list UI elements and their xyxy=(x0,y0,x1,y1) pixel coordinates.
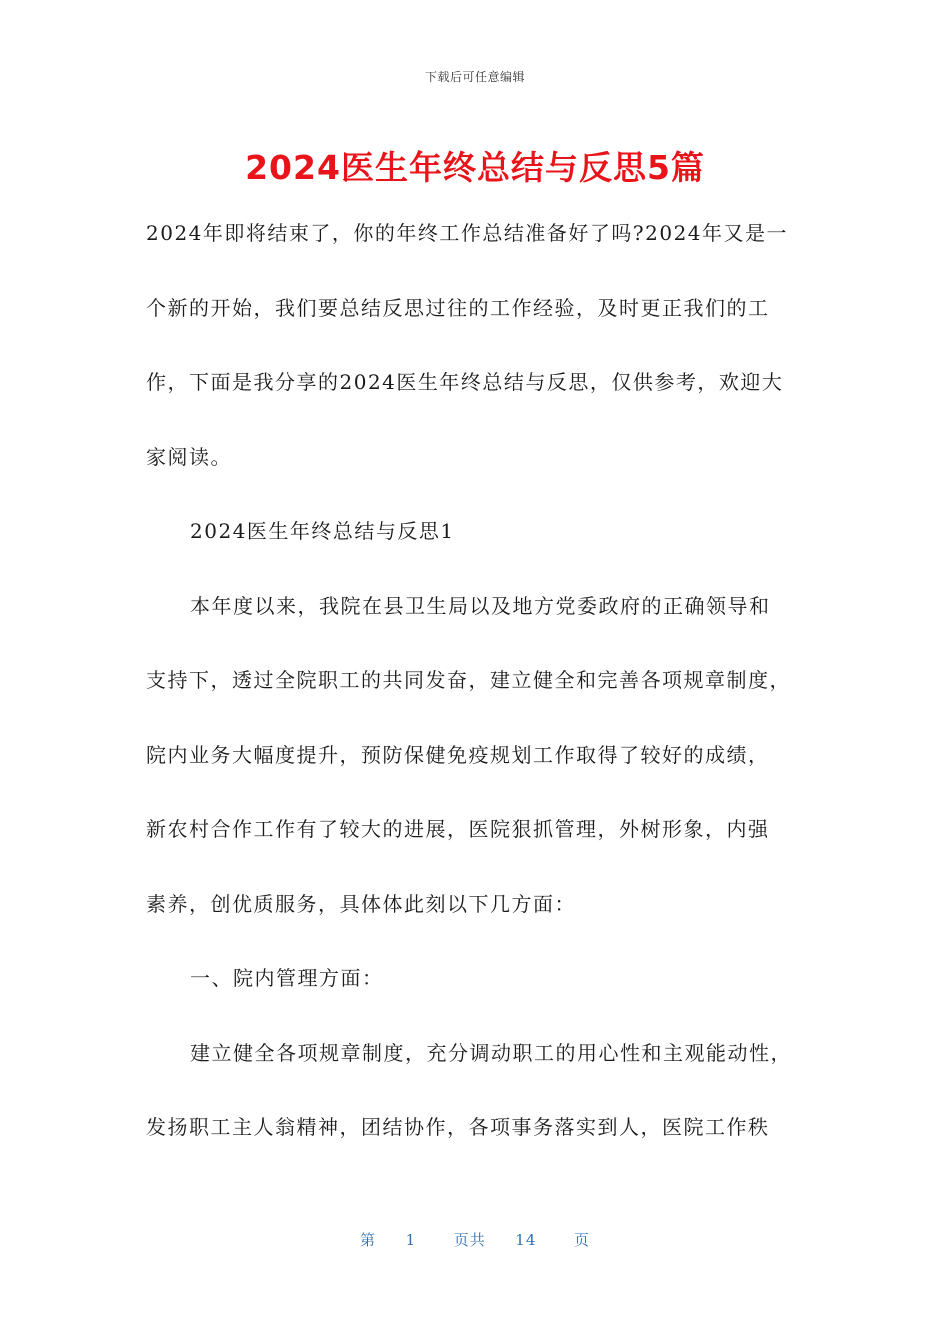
intro-line: 家阅读。 xyxy=(146,444,232,469)
intro-line: 个新的开始，我们要总结反思过往的工作经验，及时更正我们的工 xyxy=(146,295,770,320)
paragraph-line: 本年度以来，我院在县卫生局以及地方党委政府的正确领导和 xyxy=(190,593,771,618)
total-pages-number: 14 xyxy=(515,1231,537,1249)
paragraph-1-continued xyxy=(146,643,806,941)
current-page-number: 1 xyxy=(405,1231,417,1249)
paragraph-line: 新农村合作工作有了较大的进展，医院狠抓管理，外树形象，内强 xyxy=(146,817,770,841)
header-note: 下载后可任意编辑 xyxy=(424,70,525,84)
page-label-prefix: 第 xyxy=(360,1231,377,1249)
paragraph-2-continued xyxy=(146,1090,806,1165)
paragraph-1 xyxy=(146,569,806,644)
document-body xyxy=(146,196,806,1165)
section-heading: 2024医生年终总结与反思1 xyxy=(190,519,455,543)
page-label-suffix: 页 xyxy=(573,1231,590,1249)
paragraph-2 xyxy=(146,1016,806,1091)
page-footer xyxy=(0,1229,950,1250)
paragraph-line: 支持下，透过全院职工的共同发奋，建立健全和完善各项规章制度， xyxy=(146,668,791,692)
paragraph-line: 素养，创优质服务，具体体此刻以下几方面： xyxy=(146,891,576,916)
intro-line: 2024年即将结束了，你的年终工作总结准备好了吗?2024年又是一 xyxy=(146,221,789,245)
document-title: 2024医生年终总结与反思5篇 xyxy=(245,148,705,187)
intro-line: 作，下面是我分享的2024医生年终总结与反思，仅供参考，欢迎大 xyxy=(146,370,784,394)
subheading: 一、院内管理方面： xyxy=(190,966,384,990)
paragraph-line: 发扬职工主人翁精神，团结协作，各项事务落实到人，医院工作秩 xyxy=(146,1115,770,1139)
paragraph-line: 院内业务大幅度提升，预防保健免疫规划工作取得了较好的成绩， xyxy=(146,742,770,767)
paragraph-line: 建立健全各项规章制度，充分调动职工的用心性和主观能动性， xyxy=(190,1040,792,1065)
page-label-mid: 页共 xyxy=(453,1231,486,1249)
intro-paragraph xyxy=(146,196,806,494)
